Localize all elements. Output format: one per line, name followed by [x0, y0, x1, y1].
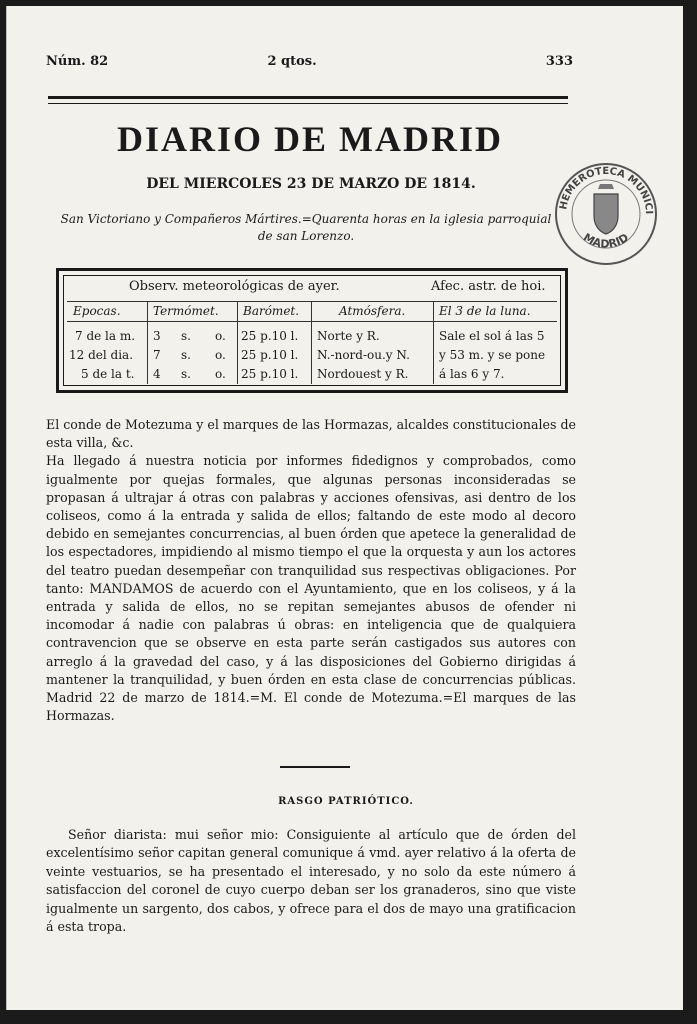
row-barom: 25 p.10 l. — [241, 329, 299, 343]
row-barom: 25 p.10 l. — [241, 367, 299, 381]
newspaper-title: DIARIO DE MADRID — [116, 119, 503, 159]
row-epoca: 7 de la m. — [75, 329, 136, 343]
row-barom: 25 p.10 l. — [241, 348, 299, 362]
notice-heading: El conde de Motezuma y el marques de las Hormazas, alcaldes constitucionales de esta villa, &c. — [46, 417, 576, 451]
table-divider — [311, 301, 312, 384]
col-head-luna: El 3 de la luna. — [439, 304, 531, 318]
row-atm: N.-nord-ou.y N. — [317, 348, 410, 362]
col-head-atmosfera: Atmósfera. — [339, 304, 406, 318]
meteorological-table — [56, 268, 568, 393]
luna-line: á las 6 y 7. — [439, 367, 505, 381]
table-divider — [433, 301, 434, 384]
svg-text:HEMEROTECA MUNICIPAL: HEMEROTECA MUNICI — [558, 165, 655, 215]
stamp-seal-icon — [552, 144, 660, 284]
col-head-termometro: Termómet. — [153, 304, 219, 318]
issue-number: Núm. 82 — [46, 54, 109, 69]
row-epoca: 5 de la t. — [81, 367, 135, 381]
issue-price: 2 qtos. — [267, 54, 317, 69]
row-atm: Norte y R. — [317, 329, 380, 343]
row-s: s. — [181, 329, 191, 343]
row-s: s. — [181, 348, 191, 362]
table-divider — [237, 301, 238, 384]
row-s: s. — [181, 367, 191, 381]
luna-line: Sale el sol á las 5 — [439, 329, 545, 343]
row-term: 7 — [153, 348, 161, 362]
table-rule — [67, 321, 557, 322]
col-head-epocas: Epocas. — [73, 304, 121, 318]
svg-text:MADRID: MADRID — [580, 230, 631, 251]
row-term: 3 — [153, 329, 161, 343]
row-zero: o. — [215, 329, 226, 343]
page-number: 333 — [545, 54, 573, 69]
letter-body: Señor diarista: mui señor mio: Consiguiente al artículo que de órden del excelentísimo señor capitan general comunique á vmd. ayer relativo á la oferta de veinte vestuarios, se ha presentado el interesado, y no solo da este número á satisfaccion del coronel de cuyo cuerpo deban ser los granaderos, sino que viste igualmente un sargento, dos cabos, y ofrece para el dos de mayo una gratificacion á esta tropa. — [46, 827, 576, 935]
masthead-rule-thick — [48, 96, 568, 99]
meteo-title: Observ. meteorológicas de ayer. — [129, 279, 340, 294]
notice-body: Ha llegado á nuestra noticia por informes fidedignos y comprobados, como igualmente por quejas formales, que algunas personas inconsideradas se propasan á ultrajar á otras con palabras y acciones ofensivas, asi dentro de los coliseos, como á la entrada y salida de ellos; faltando de este modo al decoro debido en semejantes concurrencias, al buen órden que apetece la generalidad de los espectadores, impidiendo al mismo tiempo el que la orquesta y aun los actores del teatro puedan desempeñar con tranquilidad sus respectivas obligaciones. Por tanto: MANDAMOS de acuerdo con el Ayuntamiento, que en los coliseos, y á la entrada y salida de ellos, no se repitan semejantes abusos de ofender ni incomodar á nadie con palabras ú obras: en inteligencia que de qualquiera contravencion que se observe en esta parte serán castigados sus autores con arreglo á la gravedad del caso, y á las disposiciones del Gobierno dirigidas á mantener la tranquilidad, y buen órden en esta clase de concurrencias públicas. Madrid 22 de marzo de 1814.=M. El conde de Motezuma.=El marques de las Hormazas. — [46, 453, 576, 724]
newspaper-page — [6, 6, 683, 1010]
row-epoca: 12 del dia. — [69, 348, 134, 362]
section-separator — [280, 766, 350, 768]
masthead-rule-thin — [48, 103, 568, 104]
date-line: DEL MIERCOLES 23 DE MARZO DE 1814. — [146, 176, 476, 192]
notice-article — [46, 416, 576, 725]
col-head-barometro: Barómet. — [243, 304, 300, 318]
library-stamp — [552, 144, 660, 284]
letter-article — [46, 826, 576, 936]
row-zero: o. — [215, 367, 226, 381]
row-atm: Nordouest y R. — [317, 367, 409, 381]
row-term: 4 — [153, 367, 161, 381]
saints-of-day: San Victoriano y Compañeros Mártires.=Quarenta horas en la iglesia parroquial de san Lorenzo. — [60, 212, 552, 243]
luna-line: y 53 m. y se pone — [439, 348, 546, 362]
page-edge — [6, 6, 7, 1010]
row-zero: o. — [215, 348, 226, 362]
section-title: RASGO PATRIÓTICO. — [278, 796, 414, 807]
table-rule — [67, 301, 557, 302]
astro-title: Afec. astr. de hoi. — [431, 279, 546, 294]
table-divider — [147, 301, 148, 384]
masthead-info — [46, 54, 573, 69]
